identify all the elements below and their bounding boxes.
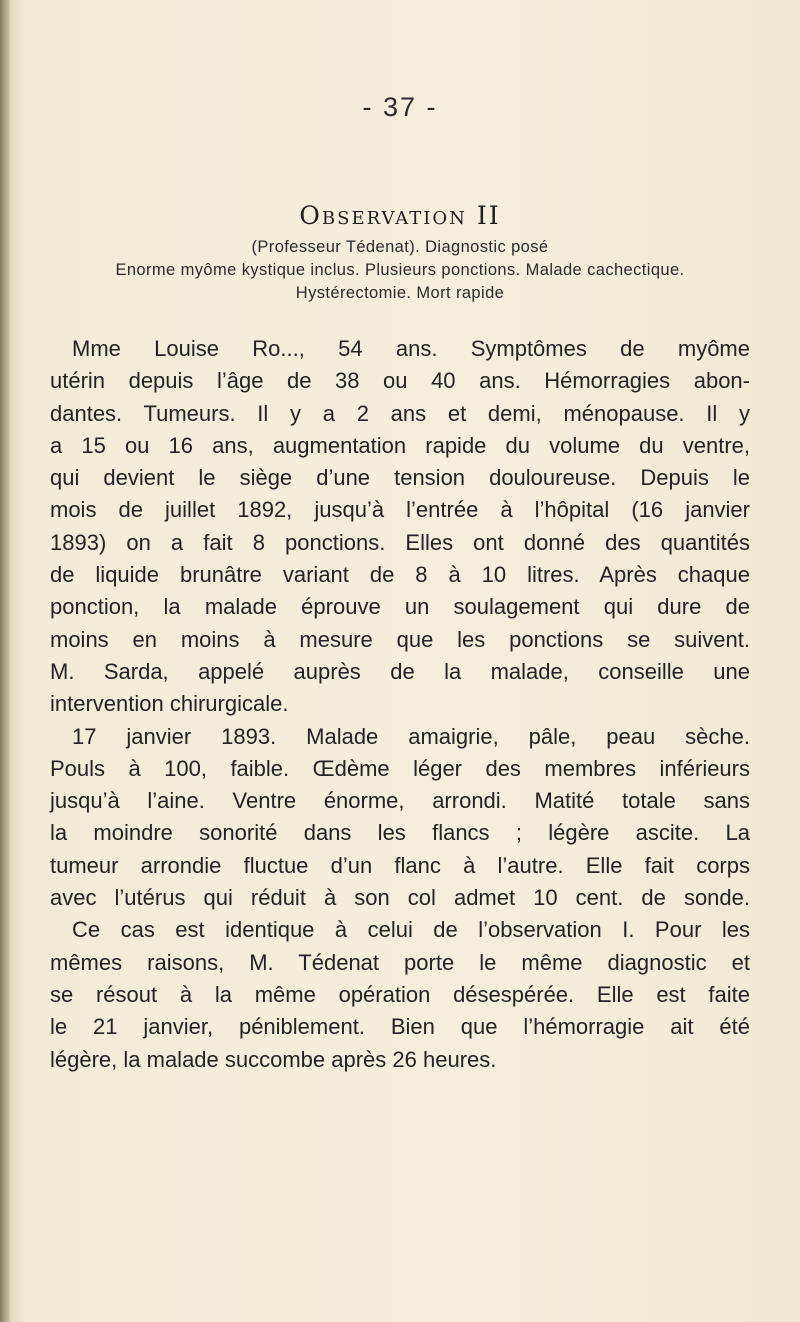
body-line: M. Sarda, appelé auprès de la malade, conseille une (50, 658, 750, 684)
body-line: qui devient le siège d’une tension douloureuse. Depuis le (50, 465, 750, 491)
body-line: légère, la malade succombe après 26 heures. (50, 1046, 497, 1072)
body-line: se résout à la même opération désespérée. Elle est faite (50, 981, 750, 1007)
body-line: le 21 janvier, péniblement. Bien que l’hémorragie ait été (50, 1014, 750, 1040)
body-line: la moindre sonorité dans les flancs ; légère ascite. La (50, 820, 750, 846)
body-line: ponction, la malade éprouve un soulagement qui dure de (50, 594, 750, 620)
body-line: avec l’utérus qui réduit à son col admet 10 cent. de sonde. (50, 885, 750, 911)
body-line: 1893) on a fait 8 ponctions. Elles ont donné des quantités (50, 529, 750, 555)
body-line: jusqu’à l’aine. Ventre énorme, arrondi. Matité totale sans (50, 788, 750, 814)
summary-line-3: Hystérectomie. Mort rapide (295, 284, 505, 302)
page-binding-edge (0, 0, 10, 1322)
body-line: moins en moins à mesure que les ponctions se suivent. (50, 626, 750, 652)
body-line: utérin depuis l’âge de 38 ou 40 ans. Hémorragies abon- (50, 368, 750, 394)
body-line: de liquide brunâtre variant de 8 à 10 litres. Après chaque (50, 562, 750, 588)
observation-body (50, 333, 750, 1076)
body-line: Ce cas est identique à celui de l’observation I. Pour les (72, 917, 750, 943)
body-line: tumeur arrondie fluctue d’un flanc à l’autre. Elle fait corps (50, 852, 750, 878)
page-number: - 37 - (362, 92, 438, 122)
observation-heading: Observation II (299, 201, 501, 230)
summary-line-2: Enorme myôme kystique inclus. Plusieurs ponctions. Malade cachectique. (115, 261, 685, 279)
body-line: dantes. Tumeurs. Il y a 2 ans et demi, ménopause. Il y (50, 400, 750, 426)
body-line: mois de juillet 1892, jusqu’à l’entrée à l’hôpital (16 janvier (50, 497, 750, 523)
body-line: Pouls à 100, faible. Œdème léger des membres inférieurs (50, 755, 750, 781)
body-line: intervention chirurgicale. (50, 691, 289, 717)
summary-line-1: (Professeur Tédenat). Diagnostic posé (251, 238, 549, 256)
body-line: a 15 ou 16 ans, augmentation rapide du volume du ventre, (50, 432, 750, 458)
body-line: mêmes raisons, M. Tédenat porte le même diagnostic et (50, 949, 750, 975)
body-line: Mme Louise Ro..., 54 ans. Symptômes de myôme (72, 336, 750, 361)
body-line: 17 janvier 1893. Malade amaigrie, pâle, peau sèche. (72, 723, 750, 749)
